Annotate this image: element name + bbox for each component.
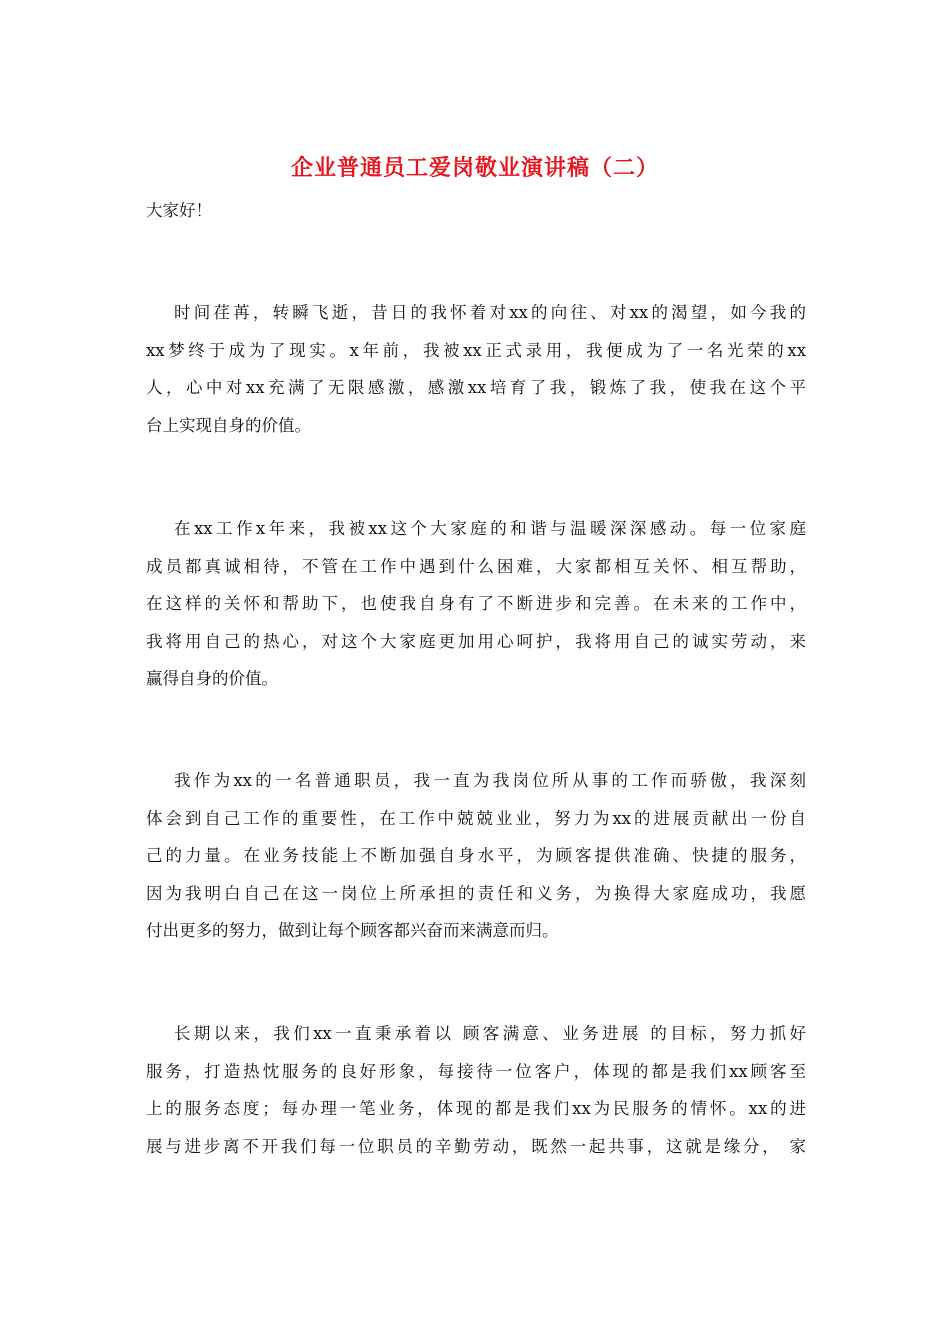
paragraph-line: 付出更多的努力，做到让每个顾客都兴奋而来满意而归。 [146,921,559,940]
paragraph-2 [146,516,806,704]
paragraph-line: 在这样的关怀和帮助下，也使我自身有了不断进步和完善。在未来的工作中， [146,594,806,613]
paragraph-4 [146,1021,806,1171]
paragraph-line: 在xx工作x年来，我被xx这个大家庭的和谐与温暖深深感动。每一位家庭 [174,519,806,538]
paragraph-line: 赢得自身的价值。 [146,669,278,688]
paragraph-line: 台上实现自身的价值。 [146,415,311,435]
paragraph-line: 长期以来，我们xx一直秉承着以 顾客满意、业务进展 的目标，努力抓好 [174,1024,806,1043]
paragraph-1 [146,300,806,450]
paragraph-line: 展与进步离不开我们每一位职员的辛勤劳动，既然一起共事，这就是缘分， 家 [146,1136,806,1156]
paragraph-line: 时间荏苒，转瞬飞逝，昔日的我怀着对xx的向往、对xx的渴望，如今我的 [174,303,806,322]
document-title: 企业普通员工爱岗敬业演讲稿（二） [290,155,659,181]
paragraph-line: 服务，打造热忱服务的良好形象，每接待一位客户，体现的都是我们xx顾客至 [146,1061,806,1081]
paragraph-line: 己的力量。在业务技能上不断加强自身水平，为顾客提供准确、快捷的服务， [146,846,806,865]
paragraph-line: 成员都真诚相待，不管在工作中遇到什么困难，大家都相互关怀、相互帮助， [146,556,806,576]
paragraph-line: 我作为xx的一名普通职员，我一直为我岗位所从事的工作而骄傲，我深刻 [174,771,806,790]
paragraph-line: 体会到自己工作的重要性，在工作中兢兢业业，努力为xx的进展贡献出一份自 [146,808,806,828]
paragraph-3 [146,768,806,956]
paragraph-line: 上的服务态度；每办理一笔业务，体现的都是我们xx为民服务的情怀。xx的进 [146,1099,806,1118]
paragraph-line: 人，心中对xx充满了无限感激，感激xx培育了我，锻炼了我，使我在这个平 [146,378,806,397]
paragraph-line: 我将用自己的热心，对这个大家庭更加用心呵护，我将用自己的诚实劳动，来 [146,631,806,651]
paragraph-line: 因为我明白自己在这一岗位上所承担的责任和义务，为换得大家庭成功，我愿 [146,883,806,903]
greeting: 大家好！ [146,201,212,220]
paragraph-line: xx梦终于成为了现实。x年前，我被xx正式录用，我便成为了一名光荣的xx [146,340,806,360]
